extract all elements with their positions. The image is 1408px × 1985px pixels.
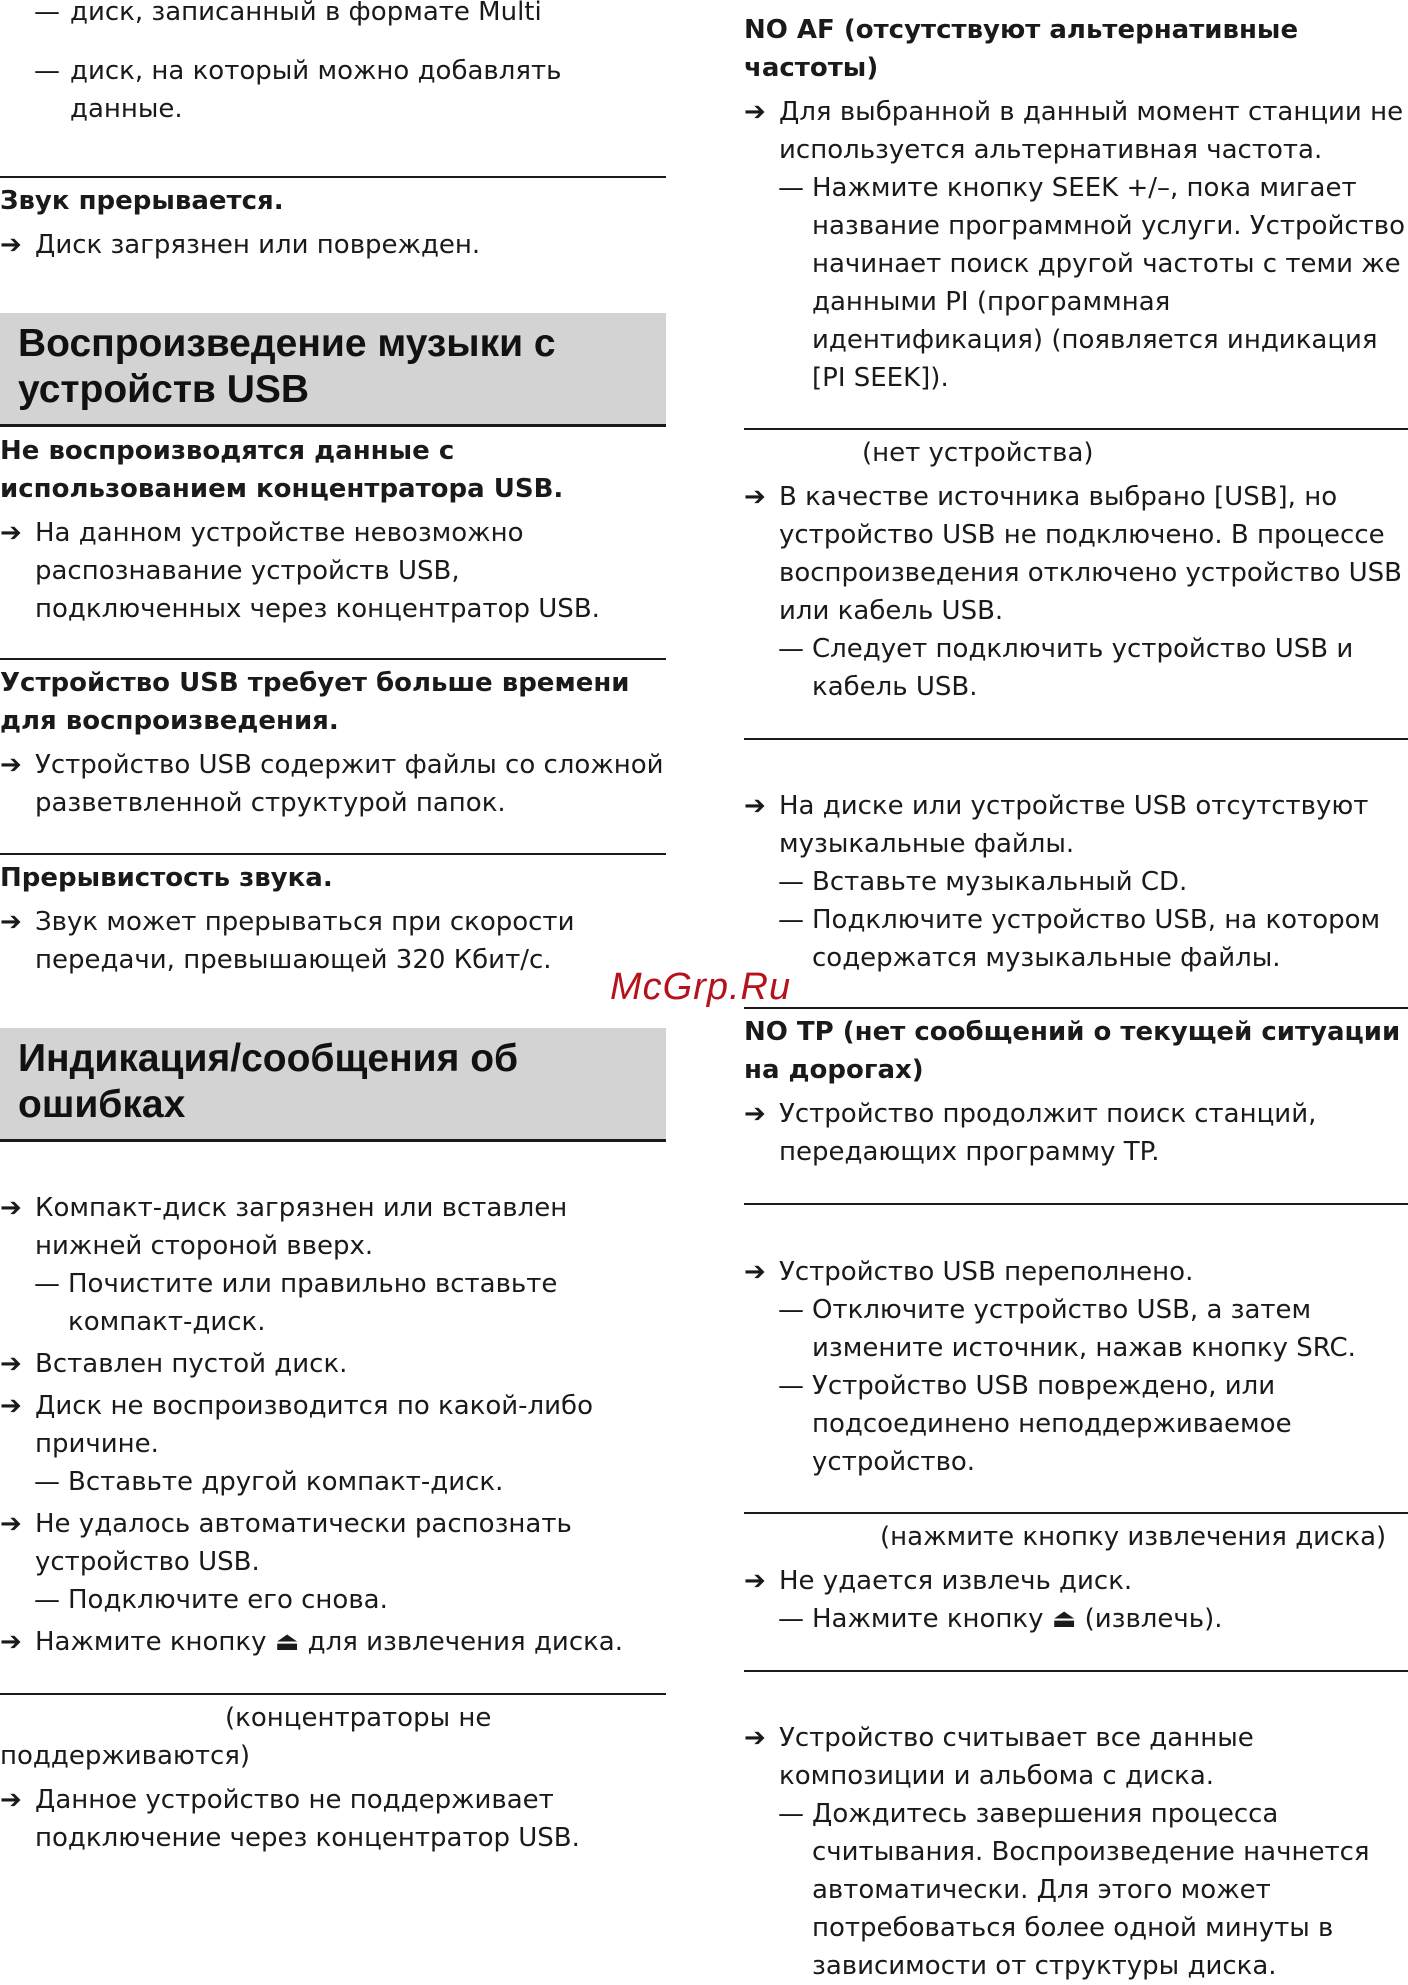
section-title-usb: Воспроизведение музыки с устройств USB	[0, 313, 666, 427]
dash-marker: —	[778, 867, 804, 897]
arrow-icon: ➔	[0, 1349, 22, 1379]
arrow-icon: ➔	[744, 1566, 766, 1596]
no-af-block	[744, 11, 1408, 397]
dash-marker: —	[34, 1585, 60, 1615]
list-item: ➔ Устройство продолжит поиск станций, передающих программу TP.	[744, 1095, 1408, 1171]
list-item: ➔ Нажмите кнопку ⏏ для извлечения диска.	[0, 1623, 666, 1661]
list-item: — Вставьте музыкальный CD.	[744, 863, 1408, 901]
list-item: ➔ Звук может прерываться при скорости передачи, превышающей 320 Кбит/с.	[0, 903, 666, 979]
list-item: ➔ Данное устройство не поддерживает подключение через концентратор USB.	[0, 1781, 666, 1857]
divider	[744, 428, 1408, 430]
list-item: — Отключите устройство USB, а затем измените источник, нажав кнопку SRC.	[744, 1291, 1408, 1367]
dash-marker: —	[34, 1269, 60, 1299]
arrow-icon: ➔	[0, 1785, 22, 1815]
list-item: ➔ Диск загрязнен или поврежден.	[0, 226, 666, 264]
list-item: ➔ Компакт-диск загрязнен или вставлен нижней стороной вверх.	[0, 1189, 666, 1265]
dash-marker: —	[778, 1295, 804, 1325]
usb-time-block	[0, 664, 666, 822]
arrow-icon: ➔	[744, 1257, 766, 1287]
dash-marker: —	[778, 1799, 804, 1829]
no-device-block	[744, 434, 1408, 706]
arrow-icon: ➔	[0, 750, 22, 780]
arrow-icon: ➔	[744, 482, 766, 512]
arrow-icon: ➔	[0, 1193, 22, 1223]
dash-marker: —	[778, 905, 804, 935]
block-heading: NO TP (нет сообщений о текущей ситуации на дорогах)	[744, 1017, 1401, 1085]
eject-block	[744, 1518, 1408, 1638]
list-item: ➔ В качестве источника выбрано [USB], но устройство USB не подключено. В процессе воспроизведения отключено устройство USB или кабель USB.	[744, 478, 1408, 630]
dash-marker: —	[778, 1604, 804, 1634]
block-heading: Не воспроизводятся данные с использованием концентратора USB.	[0, 436, 564, 504]
divider	[744, 1670, 1408, 1672]
dash-marker: —	[778, 173, 804, 203]
block-heading: Звук прерывается.	[0, 186, 284, 216]
arrow-icon: ➔	[0, 1391, 22, 1421]
list-item: ➔ Устройство считывает все данные композиции и альбома с диска.	[744, 1719, 1408, 1795]
disc-format-list	[0, 0, 666, 128]
list-item: ➔ Не удалось автоматически распознать устройство USB.	[0, 1505, 666, 1581]
arrow-icon: ➔	[744, 97, 766, 127]
list-item: — Следует подключить устройство USB и кабель USB.	[744, 630, 1408, 706]
list-item: — Вставьте другой компакт-диск.	[0, 1463, 666, 1501]
block-heading: (концентраторы не поддерживаются)	[0, 1703, 492, 1771]
divider	[744, 738, 1408, 740]
block-heading: (нажмите кнопку извлечения диска)	[880, 1522, 1387, 1552]
reading-block	[744, 1719, 1408, 1985]
no-tp-block	[744, 1013, 1408, 1171]
divider	[0, 176, 666, 178]
list-item: — Нажмите кнопку ⏏ (извлечь).	[744, 1600, 1408, 1638]
sound-break-block	[0, 182, 666, 264]
list-item: ➔ Не удается извлечь диск.	[744, 1562, 1408, 1600]
list-item: ➔ На данном устройстве невозможно распознавание устройств USB, подключенных через концентратор USB.	[0, 514, 666, 628]
list-item: — Устройство USB повреждено, или подсоединено неподдерживаемое устройство.	[744, 1367, 1408, 1481]
divider	[744, 1007, 1408, 1009]
list-item: — диск, записанный в формате Multi	[0, 0, 666, 31]
dash-marker: —	[778, 634, 804, 664]
block-heading: Прерывистость звука.	[0, 863, 333, 893]
section-title-errors: Индикация/сообщения об ошибках	[0, 1028, 666, 1142]
list-item: ➔ Диск не воспроизводится по какой-либо причине.	[0, 1387, 666, 1463]
arrow-icon: ➔	[744, 1099, 766, 1129]
divider	[0, 1693, 666, 1695]
arrow-icon: ➔	[744, 1723, 766, 1753]
divider	[744, 1512, 1408, 1514]
arrow-icon: ➔	[0, 1509, 22, 1539]
dash-marker: —	[778, 1371, 804, 1401]
list-item: ➔ Вставлен пустой диск.	[0, 1345, 666, 1383]
arrow-icon: ➔	[0, 1627, 22, 1657]
list-item: ➔ Устройство USB переполнено.	[744, 1253, 1408, 1291]
dash-marker: —	[34, 56, 60, 86]
list-item: ➔ Устройство USB содержит файлы со сложной разветвленной структурой папок.	[0, 746, 666, 822]
list-item: — Подключите устройство USB, на котором содержатся музыкальные файлы.	[744, 901, 1408, 977]
hub-unsupported-block	[0, 1699, 666, 1857]
list-item: — Подключите его снова.	[0, 1581, 666, 1619]
arrow-icon: ➔	[0, 518, 22, 548]
block-heading: (нет устройства)	[862, 438, 1094, 468]
list-item: — Нажмите кнопку SEEK +/–, пока мигает название программной услуги. Устройство начинает поиск другой частоты с теми же данными PI (программная идентификация) (появляется индикация [PI SEEK]).	[744, 169, 1408, 397]
overload-block	[744, 1253, 1408, 1481]
no-music-block	[744, 787, 1408, 977]
list-item: — Дождитесь завершения процесса считывания. Воспроизведение начнется автоматически. Для этого может потребоваться более одной минуты в зависимости от структуры диска.	[744, 1795, 1408, 1985]
arrow-icon: ➔	[0, 230, 22, 260]
watermark: McGrp.Ru	[610, 966, 792, 1008]
dash-marker: —	[34, 1467, 60, 1497]
block-heading: Устройство USB требует больше времени для воспроизведения.	[0, 668, 630, 736]
list-item: ➔ Для выбранной в данный момент станции не используется альтернативная частота.	[744, 93, 1408, 169]
error-block	[0, 1189, 666, 1661]
divider	[0, 658, 666, 660]
usb-hub-block	[0, 432, 666, 628]
list-item: ➔ На диске или устройстве USB отсутствуют музыкальные файлы.	[744, 787, 1408, 863]
arrow-icon: ➔	[0, 907, 22, 937]
dash-marker: —	[34, 0, 60, 27]
divider	[0, 853, 666, 855]
sound-skip-block	[0, 859, 666, 979]
list-item: — Почистите или правильно вставьте компакт-диск.	[0, 1265, 666, 1341]
divider	[744, 1203, 1408, 1205]
list-item: — диск, на который можно добавлять данные.	[0, 52, 666, 128]
arrow-icon: ➔	[744, 791, 766, 821]
block-heading: NO AF (отсутствуют альтернативные частоты)	[744, 15, 1299, 83]
